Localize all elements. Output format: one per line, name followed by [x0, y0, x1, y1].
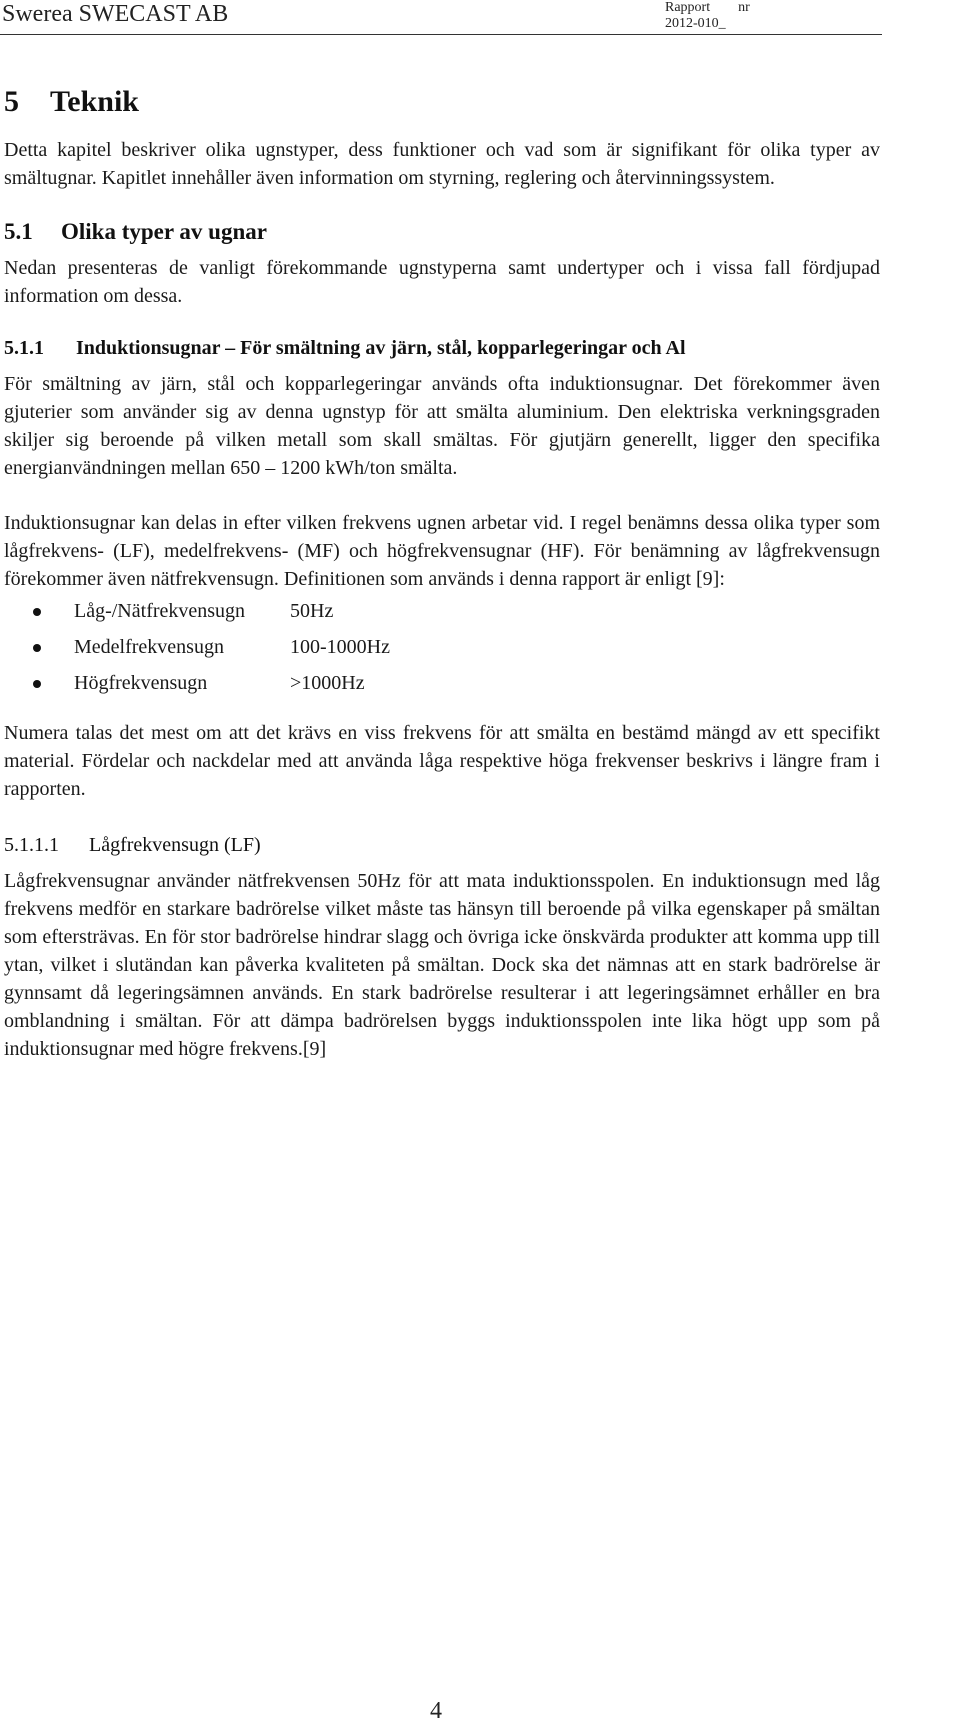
- level4-heading: [4, 831, 880, 859]
- nr-label: nr: [738, 0, 750, 15]
- bullet-icon: [33, 644, 41, 652]
- frequency-list: [4, 597, 880, 697]
- list-item-value: >1000Hz: [290, 672, 365, 694]
- section-heading: [4, 82, 880, 136]
- main-content: [4, 82, 880, 1063]
- level4-title: Lågfrekvensugn (LF): [89, 834, 261, 856]
- report-info: [665, 0, 750, 32]
- company-name: Swerea SWECAST AB: [2, 1, 229, 27]
- induction-paragraph-3: Numera talas det mest om att det krävs en viss frekvens för att smälta en bestämd mängd av ett specifikt material. Fördelar och nackdelar med att använda låga respektive höga frekvenser beskrivs i längre fram i rapporten.: [4, 722, 880, 800]
- list-item-value: 50Hz: [290, 600, 334, 622]
- page-number: 4: [430, 1698, 442, 1724]
- bullet-icon: [33, 608, 41, 616]
- bullet-icon: [33, 680, 41, 688]
- induction-paragraph-1: För smältning av järn, stål och kopparlegeringar används ofta induktionsugnar. Det förekommer även gjuterier som använder sig av denna ugnstyp för att smälta aluminium. Den elektriska verkningsgraden skiljer sig beroende på vilken metall som skall smältas. För gjutjärn generellt, ligger den specifika energianvändningen mellan 650 – 1200 kWh/ton smälta.: [4, 373, 880, 479]
- section-title: Teknik: [50, 85, 139, 118]
- subsection-title: Olika typer av ugnar: [61, 219, 267, 244]
- list-item: [4, 597, 880, 625]
- report-number: 2012-010_: [665, 16, 726, 31]
- list-item: [4, 633, 880, 661]
- list-item-term: Låg-/Nätfrekvensugn: [74, 600, 246, 622]
- low-frequency-paragraph: Lågfrekvensugnar använder nätfrekvensen 50Hz för att mata induktionsspolen. En induktionsugn med låg frekvens medför en starkare badrörelse vilket måste tas hänsyn till beroende på vilka egenskaper på smältan som eftersträvas. En för stor badrörelse hindrar slagg och övriga icke önskvärda produkter att komma upp till ytan, vilket i slutändan kan påverka kvaliteten på smältan. Dock ska det nämnas att en stark badrörelse är gynnsamt då legeringsämnen används. En stark badrörelse resulterar i att legeringsämnet erhåller en bra omblandning i smältan. För att dämpa badrörelsen byggs induktionsspolen inte lika högt upp som på induktionsugnar med högre frekvens.[9]: [4, 870, 880, 1060]
- subsubsection-heading: [4, 334, 880, 362]
- list-item-term: Medelfrekvensugn: [74, 636, 224, 658]
- subsection-heading: [4, 216, 880, 248]
- subsection-number: 5.1: [4, 219, 33, 244]
- list-item: [4, 669, 880, 697]
- report-label: Rapport: [665, 0, 711, 15]
- subsubsection-number: 5.1.1: [4, 337, 44, 359]
- level4-number: 5.1.1.1: [4, 834, 59, 856]
- section-number: 5: [4, 85, 19, 118]
- subsection-intro-paragraph: Nedan presenteras de vanligt förekommande ugnstyperna samt undertyper och i vissa fall fördjupad information om dessa.: [4, 257, 880, 307]
- induction-paragraph-2: Induktionsugnar kan delas in efter vilken frekvens ugnen arbetar vid. I regel benämns dessa olika typer som lågfrekvens- (LF), medelfrekvens- (MF) och högfrekvensugnar (HF). För benämning av lågfrekvensugn förekommer även nätfrekvensugn. Definitionen som används i denna rapport är enligt [9]:: [4, 512, 880, 590]
- section-intro-paragraph: Detta kapitel beskriver olika ugnstyper, dess funktioner och vad som är signifikant för olika typer av smältugnar. Kapitlet innehåller även information om styrning, reglering och återvinningssystem.: [4, 139, 880, 189]
- list-item-term: Högfrekvensugn: [74, 672, 208, 694]
- list-item-value: 100-1000Hz: [290, 636, 390, 658]
- page-header: [0, 0, 882, 35]
- subsubsection-title: Induktionsugnar – För smältning av järn, stål, kopparlegeringar och Al: [76, 337, 686, 359]
